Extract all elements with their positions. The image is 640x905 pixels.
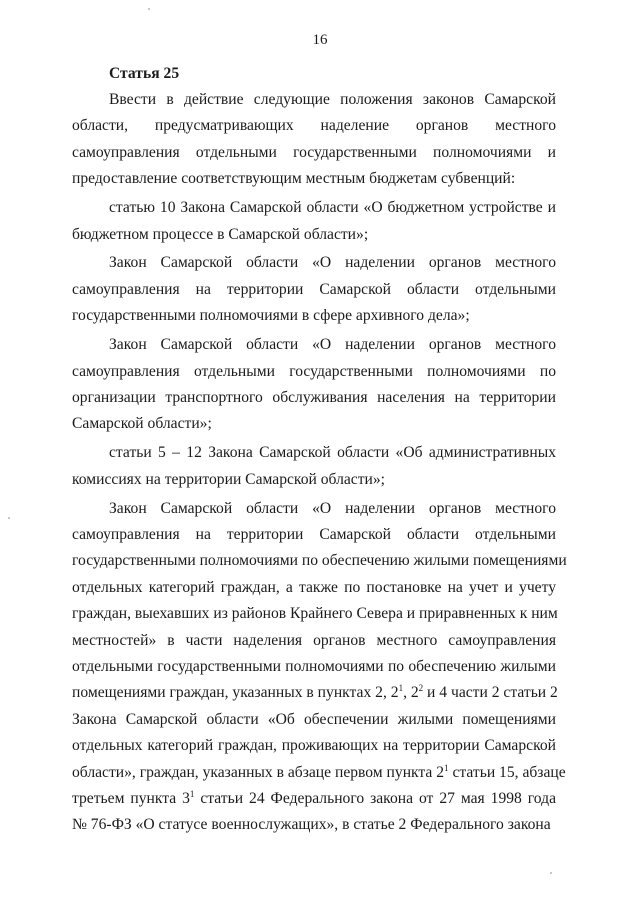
text-line: области», граждан, указанных в абзаце первом пункта $2^1$ статьи 15, абзаце: [72, 762, 566, 781]
paragraph: [72, 332, 556, 438]
text-line: № 76-ФЗ «О статусе военнослужащих», в статье 2 Федерального закона: [72, 816, 551, 834]
text-line: статью 10 Закона Самарской области «О бюджетном устройстве и: [109, 199, 556, 217]
paragraph: [72, 87, 556, 193]
text-line: государственными полномочиями по обеспечению жилыми помещениями: [72, 552, 567, 570]
text-line: местностей» в части наделения органов местного самоуправления: [72, 631, 556, 649]
text-line: Закон Самарской области «О наделении органов местного: [109, 254, 556, 272]
scan-speck: [8, 517, 10, 519]
text-line: предоставление соответствующим местным бюджетам субвенций:: [72, 170, 516, 188]
text-line: области, предусматривающих наделение органов местного: [72, 117, 556, 135]
text-line: Закона Самарской области «Об обеспечении жилыми помещениями: [72, 710, 556, 728]
text-line: бюджетном процессе в Самарской области»;: [72, 225, 369, 243]
paragraph: [72, 250, 556, 329]
paragraph: [72, 195, 556, 248]
text-line: отдельными государственными полномочиями по обеспечению жилыми: [72, 658, 556, 676]
scan-speck: [148, 8, 150, 10]
document-body: [72, 61, 567, 841]
text-line: Закон Самарской области «О наделении органов местного: [109, 336, 556, 354]
text-line: граждан, выехавших из районов Крайнего Севера и приравненных к ним: [72, 605, 558, 623]
paragraph-list: [72, 87, 567, 841]
text-line: отдельных категорий граждан, а также по постановке на учет и учету: [72, 578, 556, 596]
paragraph: [72, 440, 556, 493]
text-line: отдельных категорий граждан, проживающих на территории Самарской: [72, 737, 556, 755]
text-line: организации транспортного обслуживания населения на территории: [72, 388, 556, 406]
scan-speck: [550, 872, 552, 874]
text-line: самоуправления отдельными государственными полномочиями и: [72, 143, 556, 161]
text-line: Самарской области»;: [72, 415, 212, 433]
text-line: самоуправления на территории Самарской области отдельными: [72, 280, 556, 298]
text-line: самоуправления отдельными государственными полномочиями по: [72, 362, 556, 380]
text-line: самоуправления на территории Самарской области отдельными: [72, 526, 556, 543]
text-line: комиссиях на территории Самарской области»;: [72, 470, 385, 488]
text-line: помещениями граждан, указанных в пунктах 2, $2^1$, $2^2$ и 4 части 2 статьи 2: [72, 683, 558, 702]
text-line: Закон Самарской области «О наделении органов местного: [109, 499, 556, 517]
paragraph: [72, 496, 567, 839]
paragraph-gap: [72, 839, 556, 842]
text-line: государственными полномочиями в сфере архивного дела»;: [72, 307, 470, 325]
text-line: статьи 5 – 12 Закона Самарской области «Об административных: [109, 444, 556, 462]
text-line: Ввести в действие следующие положения законов Самарской: [109, 91, 556, 108]
text-line: третьем пункта $3^1$ статьи 24 Федерального закона от 27 мая 1998 года: [72, 789, 556, 808]
article-heading: Статья 25: [109, 65, 180, 82]
page-number: 16: [312, 32, 328, 48]
